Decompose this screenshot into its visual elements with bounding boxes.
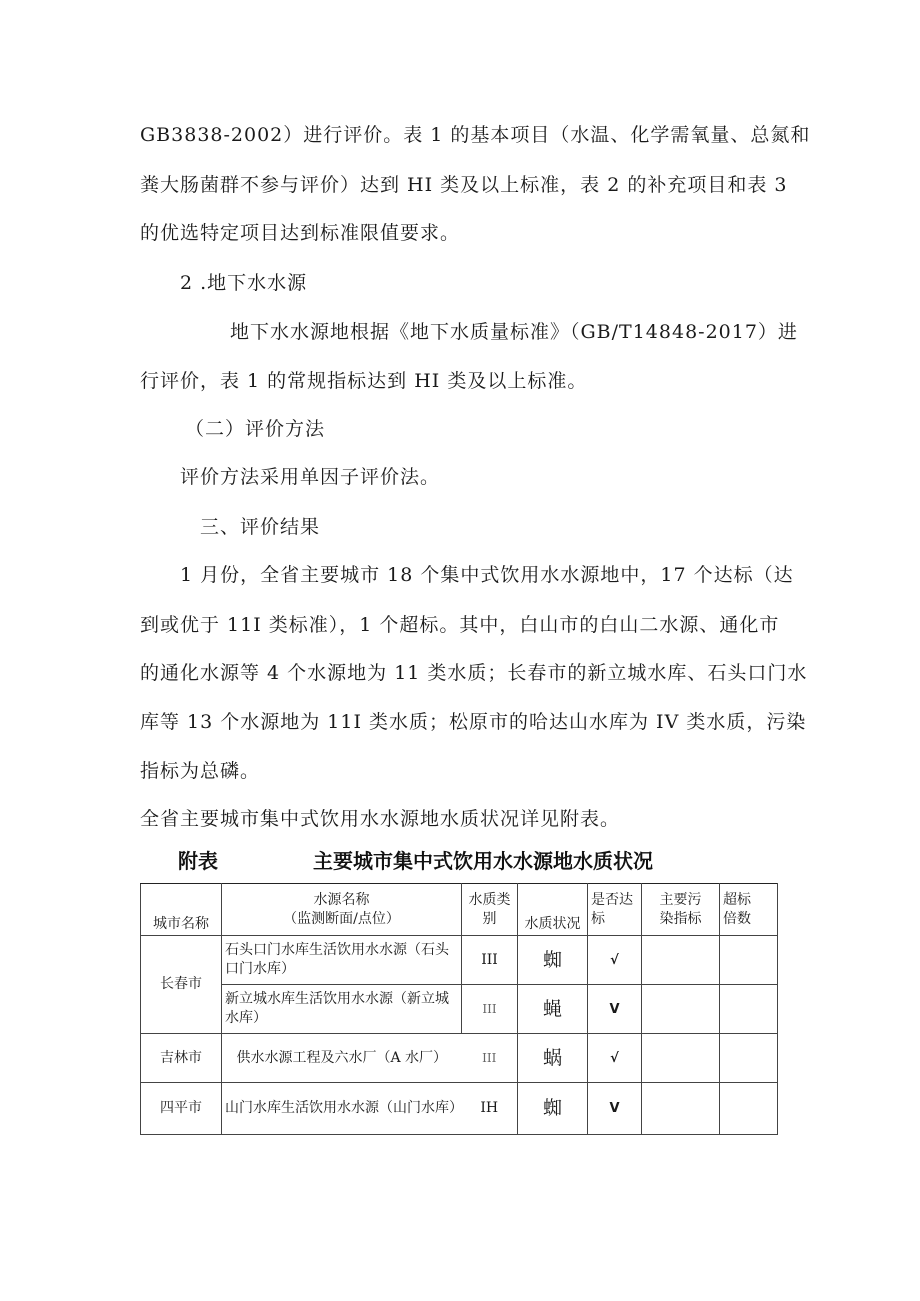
pollutant-cell [642,1034,720,1083]
source-cell: 山门水库生活饮用水水源（山门水库） [222,1083,462,1135]
paragraph-line: 的优选特定项目达到标准限值要求。 [140,222,461,244]
paragraph-line: 全省主要城市集中式饮用水水源地水质状况详见附表。 [140,808,621,830]
header-ok: 是否达 标 [588,884,642,936]
section-heading: 2 .地下水水源 [180,272,308,294]
water-quality-table [140,883,778,1135]
paragraph-line: 库等 13 个水源地为 11I 类水质；松原市的哈达山水库为 IV 类水质，污染 [140,711,807,733]
status-cell: 蝇 [518,985,588,1034]
section-heading: 三、评价结果 [200,516,321,538]
source-cell: 供水水源工程及六水厂（A 水厂） [222,1034,462,1083]
paragraph-line: GB3838-2002）进行评价。表 1 的基本项目（水温、化学需氧量、总氮和 [140,124,811,146]
source-cell: 石头口门水库生活饮用水水源（石头口门水库） [222,936,462,985]
paragraph-line: 到或优于 11I 类标准），1 个超标。其中，白山市的白山二水源、通化市 [140,614,780,636]
class-cell: III [462,1034,518,1083]
paragraph-line: 指标为总磷。 [140,760,261,782]
header-status: 水质状况 [518,884,588,936]
city-cell: 长春市 [141,936,222,1034]
class-cell: III [462,985,518,1034]
table-header-row [141,884,778,936]
paragraph-line: 评价方法采用单因子评价法。 [180,466,441,488]
paragraph-line: 地下水水源地根据《地下水质量标准》（GB/T14848-2017）进 [230,321,798,343]
table-row [141,936,778,985]
table-row [141,985,778,1034]
table-caption-title: 主要城市集中式饮用水水源地水质状况 [313,849,653,873]
class-cell: IH [462,1083,518,1135]
header-class: 水质类 别 [462,884,518,936]
exceed-cell [720,1083,778,1135]
ok-mark: √ [588,1034,642,1083]
table-row [141,1034,778,1083]
pollutant-cell [642,1083,720,1135]
exceed-cell [720,1034,778,1083]
class-cell: III [462,936,518,985]
city-cell: 吉林市 [141,1034,222,1083]
ok-mark: √ [588,936,642,985]
source-cell: 新立城水库生活饮用水水源（新立城水库） [222,985,462,1034]
pollutant-cell [642,936,720,985]
ok-mark: V [588,985,642,1034]
exceed-cell [720,936,778,985]
table-caption-label: 附表 [178,849,218,873]
paragraph-line: 行评价，表 1 的常规指标达到 HI 类及以上标准。 [140,370,588,392]
paragraph-line: 粪大肠菌群不参与评价）达到 HI 类及以上标准，表 2 的补充项目和表 3 [140,174,788,196]
exceed-cell [720,985,778,1034]
city-cell: 四平市 [141,1083,222,1135]
header-exceed: 超标 倍数 [720,884,778,936]
table-row [141,1083,778,1135]
status-cell: 蜘 [518,1083,588,1135]
header-pollutant: 主要污 染指标 [642,884,720,936]
status-cell: 蜘 [518,936,588,985]
ok-mark: V [588,1083,642,1135]
paragraph-line: 1 月份，全省主要城市 18 个集中式饮用水水源地中，17 个达标（达 [180,564,794,586]
section-heading: （二）评价方法 [185,418,326,440]
paragraph-line: 的通化水源等 4 个水源地为 11 类水质；长春市的新立城水库、石头口门水 [140,662,808,684]
header-city: 城市名称 [141,884,222,936]
pollutant-cell [642,985,720,1034]
header-source: 水源名称 （监测断面/点位） [222,884,462,936]
status-cell: 蜗 [518,1034,588,1083]
